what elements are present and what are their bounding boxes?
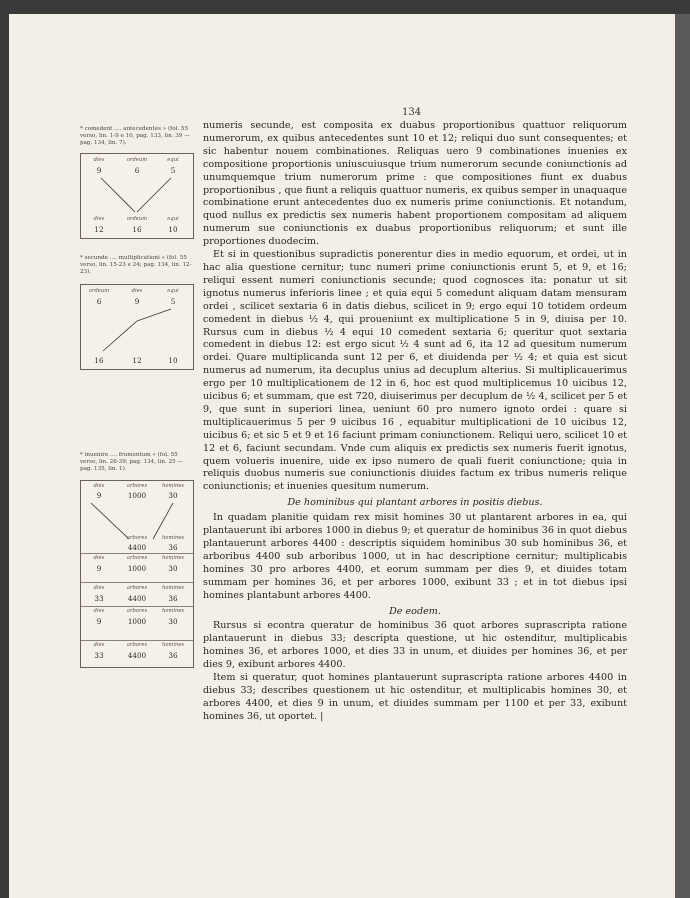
t1-top-label-2: ordeum [126, 157, 148, 163]
table-3-line-left [91, 503, 129, 539]
t1-bottom-label-3: equi [167, 216, 179, 222]
page-number: 134 [402, 107, 422, 118]
margin-note-2: * secunde .... multiplicationi » (fol. 55 verso, lin. 15-23 e 24; pag. 134, lin. 12-23). [80, 255, 192, 275]
margin-note-3: * inuenire .... frumentum » (fol. 55 verso, lin. 26-39; pag. 134, lin. 25 — pag. 135, lin. 1). [80, 452, 183, 472]
t3-top-label-1: dies [93, 483, 105, 489]
paragraph-4: Rursus si econtra queratur de hominibus 36 quot arbores suprascripta ratione plantauerunt in diebus 33; descripta questione, ut hic ostenditur, multiplicabis homines 36, et arbores 1000, et dies 33 in unum, et diuides per homines 36, et per dies 9, exibunt arbores 4400. [203, 620, 627, 671]
t2-top-value-1: 6 [96, 297, 102, 306]
t3-top-label-3: homines [161, 483, 185, 489]
paragraph-1: numeris secunde, est composita ex duabus proportionibus quattuor reliquorum numerorum, ex quibus antecedentes sunt 10 et 12; reliqui duo sunt consequentes; et sic habentur nouem combinationes. Reliquas uero 9 combinationes inuenies ex compositione proportionis uniuscuiusque trium numerorum secunde coniunctionis ad unumquemque trium numerorum prime : que compositiones fiunt ex duabus proportionibus , que fiunt a reliquis quattuor numeris, ex quibus semper in unaquaque combinatione erunt antecedentes duo ex numeris prime coniunctionis. Et notandum, quod nullus ex predictis sex numeris habent proportionem compositam ad aliquem numerum sue coniunctionis ex duabus proportionibus reliquorum; et sunt ille proportiones duodecim. [203, 120, 627, 248]
t3-top-value-2: 1000 [127, 491, 147, 500]
t3-row3-value-1: 9 [96, 617, 102, 626]
t3-top-label-2: arbores [126, 483, 148, 489]
t3-row1-value-3: 30 [168, 564, 178, 573]
t3-row4-label-2: arbores [126, 642, 148, 648]
t3-row3-label-1: dies [93, 608, 105, 614]
table-2-line-lower [103, 321, 137, 351]
t3-row2-value-1: 33 [94, 594, 104, 603]
t3-mid-label-2: homines [161, 535, 185, 541]
t1-top-label-3: equi [167, 157, 179, 163]
page-gutter [675, 14, 690, 898]
t3-row1-value-2: 1000 [127, 564, 147, 573]
t3-divider-3 [81, 606, 193, 607]
t2-bottom-value-2: 12 [132, 356, 142, 365]
t3-top-value-3: 30 [168, 491, 178, 500]
t1-top-label-1: dies [93, 157, 105, 163]
paragraph-5: Item si queratur, quot homines plantauerunt suprascripta ratione arbores 4400 in diebus 33; describes questionem ut hic ostenditur, et multiplicabis homines 30, et arbores 4400, et dies 9 in unum, et diuides summam per 1100 et per 33, exibunt homines 36, ut oportet. | [203, 672, 627, 722]
t3-row4-value-2: 4400 [127, 651, 147, 660]
t3-row1-value-1: 9 [96, 564, 102, 573]
t3-row4-label-3: homines [161, 642, 185, 648]
t3-row3-value-3: 30 [168, 617, 178, 626]
t3-row1-label-3: homines [161, 555, 185, 561]
t3-row2-label-3: homines [161, 585, 185, 591]
t3-row4-label-1: dies [93, 642, 105, 648]
t3-row1-label-2: arbores [126, 555, 148, 561]
t2-top-value-2: 9 [134, 297, 140, 306]
table-3-line-right [153, 503, 173, 539]
t3-divider-1 [81, 553, 193, 554]
proportion-table-3 [80, 480, 194, 668]
t3-row3-label-2: arbores [126, 608, 148, 614]
t1-bottom-label-2: ordeum [126, 216, 148, 222]
t1-top-value-3: 5 [170, 166, 176, 175]
t1-bottom-label-1: dies [93, 216, 105, 222]
table-2-line-upper [137, 309, 171, 321]
table-1-line-left [101, 178, 135, 212]
table-1-line-right [137, 178, 171, 212]
t3-row3-label-3: homines [161, 608, 185, 614]
t2-bottom-value-3: 10 [168, 356, 178, 365]
t3-divider-2 [81, 582, 193, 583]
t2-bottom-value-1: 16 [94, 356, 104, 365]
t3-mid-value-2: 36 [168, 543, 178, 552]
t3-row1-label-1: dies [93, 555, 105, 561]
margin-note-1: * comedent .... antecedentes » (fol. 55 verso, lin. 1-9 e 10, pag. 133, lin. 39 — pag. 134, lin. 7). [80, 126, 190, 146]
t2-top-label-2: dies [131, 288, 143, 294]
t1-top-value-1: 9 [96, 166, 102, 175]
t3-row2-value-2: 4400 [127, 594, 147, 603]
t3-row4-value-3: 36 [168, 651, 178, 660]
t2-top-value-3: 5 [170, 297, 176, 306]
t3-row2-value-3: 36 [168, 594, 178, 603]
proportion-table-2 [80, 284, 194, 370]
t2-top-label-1: ordeum [88, 288, 110, 294]
t1-bottom-value-1: 12 [94, 225, 104, 234]
t3-divider-4 [81, 640, 193, 641]
t1-bottom-value-3: 10 [168, 225, 178, 234]
t3-row4-value-1: 33 [94, 651, 104, 660]
t3-row2-label-1: dies [93, 585, 105, 591]
section-heading-2: De eodem. [389, 605, 441, 617]
paragraph-2: Et si in questionibus supradictis ponerentur dies in medio equorum, et ordei, ut in hac alia questione cernitur; tunc numeri prime coniunctionis erunt 5, et 9, et 16; reliqui essent numeri coniunctionis secunde; quod cognosces ita: ponatur ut sit ignotus numerus inferioris linee ; et quia equi 5 comedunt aliquam datam mensuram ordei , scilicet sextaria 6 in datis diebus, scilicet in 9; ergo equi 10 totidem ordeum comedent in diebus ½ 4, qui proueniunt ex multiplicatione 5 in 9, diuisa per 10. Rursus cum in diebus ½ 4 equi 10 comedent sextaria 6; queritur quot sextaria comedent in diebus 12: est ergo sicut ½ 4 sunt ad 6, ita 12 ad quesitum numerum ordei. Quare multiplicanda sunt 12 per 6, et diuidenda per ½ 4; et quia est sicut numerus ad numerum, ita decuplus unius ad decuplum alterius. Si multiplicauerimus ergo per 10 multiplicationem de 12 in 6, hoc est quod multiplicemus 10 uicibus 12, uicibus 6; et summam, que est 720, diuiserimus per decuplum de ½ 4, scilicet per 5 et 9, que sunt in superiori linea, ueniunt 60 pro numero ignoto ordei : quare si multiplicauerimus 5 per 9 uicibus 16 , equabitur multiplicationi de 10 uicibus 12, uicibus 6; et sic 5 et 9 et 16 faciunt primam coniunctionem. Reliqui uero, scilicet 10 et 12 et 6, faciunt secundam. Vnde cum aliquis ex predictis sex numeris fuerit ignotus, quem volueris inuenire, uide ex ipso numero de quali fuerit coniunctione; quia in reliquis duobus numeris sue coniunctionis diuides factum ex tribus numeris relique coniunctionis; et inuenies quesitum numerum. [203, 249, 627, 493]
t1-top-value-2: 6 [134, 166, 140, 175]
main-text [203, 120, 627, 724]
t3-top-value-1: 9 [96, 491, 102, 500]
t2-top-label-3: equi [167, 288, 179, 294]
section-heading-1: De hominibus qui plantant arbores in positis diebus. [287, 497, 543, 509]
t3-row2-label-2: arbores [126, 585, 148, 591]
proportion-table-1 [80, 153, 194, 239]
t3-mid-value-1: 4400 [127, 543, 147, 552]
paragraph-3: In quadam planitie quidam rex misit homines 30 ut plantarent arbores in ea, qui plantauerunt ibi arbores 1000 in diebus 9; et queratur de hominibus 36 in quot diebus plantauerunt arbores 4400 : descriptis siquidem hominibus 30 sub hominibus 36, et arboribus 4400 sub arboribus 1000, ut in hac descriptione cernitur; multiplicabis homines 30 pro arbores 4400, et eorum summam per dies 9, et diuides totam summam per homines 36, et per arbores 1000, exibunt 33 ; et in tot diebus ipsi homines plantabunt arbores 4400. [203, 512, 627, 601]
t3-row3-value-2: 1000 [127, 617, 147, 626]
t1-bottom-value-2: 16 [132, 225, 142, 234]
t3-mid-label-1: arbores [126, 535, 148, 541]
